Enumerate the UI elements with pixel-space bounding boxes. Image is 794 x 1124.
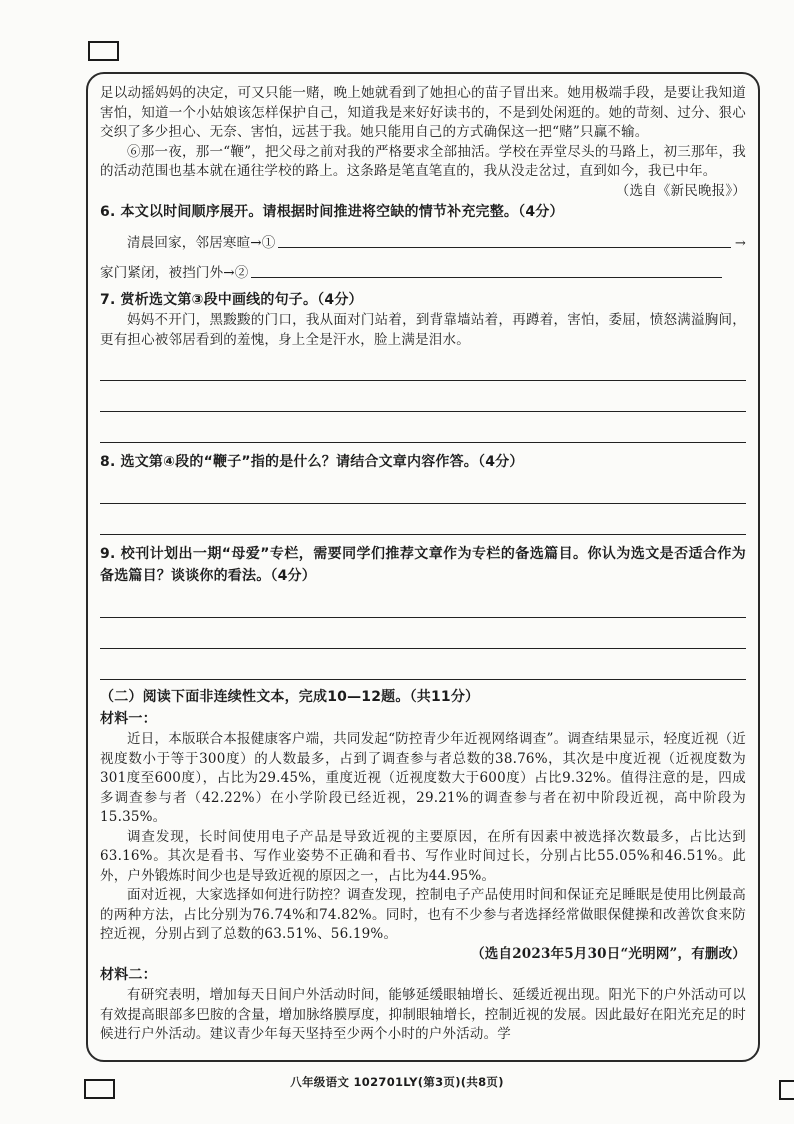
question-6-row-2 xyxy=(100,253,726,283)
answer-line xyxy=(100,350,746,381)
question-6-blank-2[interactable] xyxy=(251,276,722,278)
material-2-paragraph: 有研究表明，增加每天日间户外活动时间，能够延缓眼轴增长、延缓近视出现。阳光下的户外活动可以有效提高眼部多巴胺的含量，增加脉络膜厚度，抑制眼轴增长，控制近视的发展。因此最好在阳光充足的时候进行户外活动。建议青少年每天坚持至少两个小时的户外活动。学 xyxy=(100,987,746,1042)
question-8-answer-area[interactable] xyxy=(100,473,746,535)
question-9-prompt: 9. 校刊计划出一期“母爱”专栏，需要同学们推荐文章作为专栏的备选篇目。你认为选文是否适合作为备选篇目？谈谈你的看法。（4分） xyxy=(100,546,746,584)
page-content xyxy=(100,84,746,1045)
material-1-paragraph-1: 近日，本版联合本报健康客户端，共同发起“防控青少年近视网络调查”。调查结果显示，轻度近视（近视度数小于等于300度）的人数最多，占到了调查参与者总数的38.76%，其次是中度近视（近视度数为301度至600度），占比为29.45%，重度近视（近视度数大于600度）占比9.32%。值得注意的是，四成多调查参与者（42.22%）在小学阶段已经近视，29.21%的调查参与者在初中阶段近视，高中阶段为15.35%。 xyxy=(100,731,746,825)
material-1-paragraph-2: 调查发现，长时间使用电子产品是导致近视的主要原因，在所有因素中被选择次数最多，占比达到63.16%。其次是看书、写作业姿势不正确和看书、写作业时间过长，分别占比55.05%和46.51%。此外，户外锻炼时间少也是导致近视的原因之一，占比为44.95%。 xyxy=(100,828,746,884)
passage-paragraph-5: 足以动摇妈妈的决定，可又只能一赌，晚上她就看到了她担心的苗子冒出来。她用极端手段，是要让我知道害怕，知道一个小姑娘该怎样保护自己，知道我是来好好读书的，不是到处闲逛的。她的苛刻、过分、狠心交织了多少担心、无奈、害怕，远甚于我。她只能用自己的方式确保这一把“赌”只赢不输。 xyxy=(100,85,746,140)
material-1-paragraph-3: 面对近视，大家选择如何进行防控？调查发现，控制电子产品使用时间和保证充足睡眠是使用比例最高的两种方法，占比分别为76.74%和74.82%。同时，也有不少参与者选择经常做眼保健操和改善饮食来防控近视，分别占到了总数的63.51%、56.19%。 xyxy=(100,887,746,942)
answer-line xyxy=(100,649,746,680)
answer-line xyxy=(100,618,746,649)
answer-line xyxy=(100,504,746,535)
material-1-source: （选自2023年5月30日“光明网”，有删改） xyxy=(471,945,746,962)
page-footer: 八年级语文 102701LY(第3页)(共8页) xyxy=(290,1075,504,1089)
answer-line xyxy=(100,473,746,504)
question-6-row-2-label: 家门紧闭，被挡门外→② xyxy=(100,264,249,281)
section-2-heading: （二）阅读下面非连续性文本，完成10—12题。（共11分） xyxy=(100,689,480,705)
top-left-marker xyxy=(88,41,119,61)
answer-line xyxy=(100,412,746,443)
question-9-answer-area[interactable] xyxy=(100,587,746,680)
question-7-prompt: 7. 赏析选文第③段中画线的句子。（4分） xyxy=(100,292,363,308)
question-6-blank-1[interactable] xyxy=(278,246,731,248)
passage-paragraph-6: ⑥那一夜，那一“鞭”，把父母之前对我的严格要求全部抽活。学校在弄堂尽头的马路上，初三那年，我的活动范围也基本就在通往学校的路上。这条路是笔直笔直的，我从没走岔过，直到如今，我已中年。 xyxy=(100,143,746,179)
question-7-answer-area[interactable] xyxy=(100,350,746,443)
passage-source: （选自《新民晚报》） xyxy=(615,182,746,199)
answer-line xyxy=(100,381,746,412)
question-6-row-1-label: 清晨回家，邻居寒暄→① xyxy=(127,234,276,251)
question-6-prompt: 6. 本文以时间顺序展开。请根据时间推进将空缺的情节补充完整。（4分） xyxy=(100,204,564,220)
arrow-icon: → xyxy=(734,235,746,251)
question-6-row-1 xyxy=(100,223,746,253)
question-7-quote: 妈妈不开门，黑黢黢的门口，我从面对门站着，到背靠墙站着，再蹲着，害怕，委屈，愤怒满溢胸间，更有担心被邻居看到的羞愧，身上全是汗水，脸上满是泪水。 xyxy=(100,312,746,348)
material-1-label: 材料一： xyxy=(100,711,157,727)
material-2-label: 材料二： xyxy=(100,967,157,983)
question-8-prompt: 8. 选文第④段的“鞭子”指的是什么？请结合文章内容作答。（4分） xyxy=(100,454,524,470)
answer-line xyxy=(100,587,746,618)
